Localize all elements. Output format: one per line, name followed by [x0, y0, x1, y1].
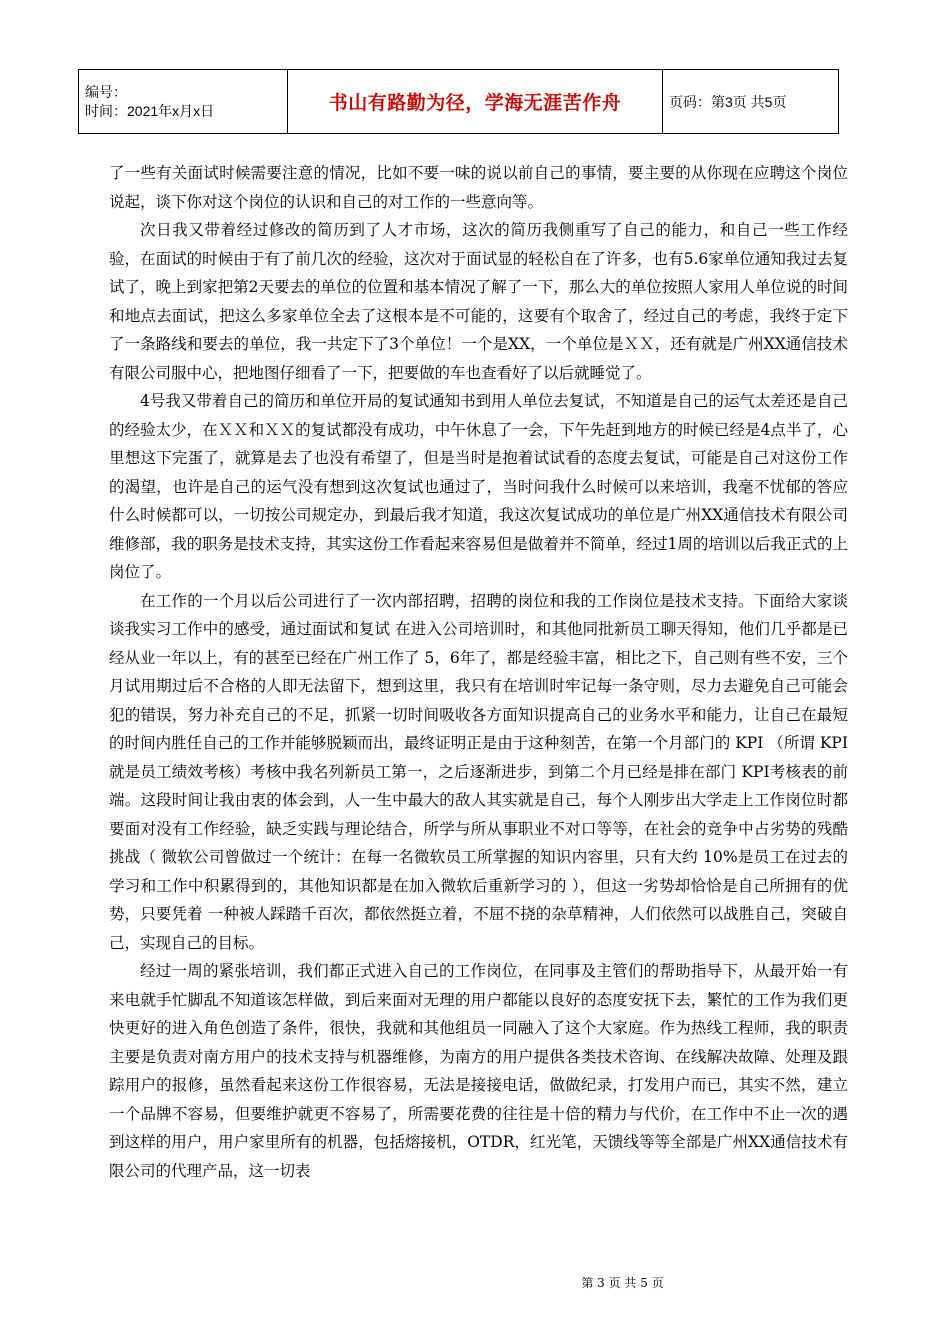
page-footer [0, 1274, 950, 1291]
document-number-label: 编号： [85, 83, 127, 100]
paragraph: 经过一周的紧张培训，我们都正式进入自己的工作岗位，在同事及主管们的帮助指导下，从最开始一有来电就手忙脚乱不知道该怎样做，到后来面对无理的用户都能以良好的态度安抚下去，繁忙的工作为我们更快更好的进入角色创造了条件，很快，我就和其他组员一同融入了这个大家庭。作为热线工程师，我的职责主要是负责对南方用户的技术支持与机器维修，为南方的用户提供各类技术咨询、在线解决故障、处理及跟踪用户的报修，虽然看起来这份工作很容易，无法是接接电话，做做纪录，打发用户而已，其实不然，建立一个品牌不容易，但要维护就更不容易了，所需要花费的往往是十倍的精力与代价，在工作中不止一次的遇到这样的用户，用户家里所有的机器，包括熔接机，OTDR，红光笔，天馈线等等全部是广州XX通信技术有限公司的代理产品，这一切表 [109, 962, 848, 1180]
paragraph: 了一些有关面试时候需要注意的情况，比如不要一味的说以前自己的事情，要主要的从你现在应聘这个岗位说起，谈下你对这个岗位的认识和自己的对工作的一些意向等。 [109, 164, 848, 211]
footer-page-number: 第 3 页 共 5 页 [581, 1276, 664, 1290]
body-text [109, 159, 848, 1185]
paragraph: 次日我又带着经过修改的简历到了人才市场，这次的简历我侧重写了自己的能力，和自己一些工作经验，在面试的时候由于有了前几次的经验，这次对于面试显的轻松自在了许多，也有5.6家单位通知我过去复试了，晚上到家把第2天要去的单位的位置和基本情况了解了一下，那么大的单位按照人家用人单位说的时间和地点去面试，把这么多家单位全去了这根本是不可能的，这要有个取舍了，经过自己的考虑，我终于定下了一条路线和要去的单位，我一共定下了3个单位！一个是XX，一个单位是ＸＸ，还有就是广州XX通信技术有限公司服中心，把地图仔细看了一下，把要做的车也查看好了以后就睡觉了。 [109, 221, 848, 382]
header-table [78, 69, 839, 134]
paragraph: 在工作的一个月以后公司进行了一次内部招聘，招聘的岗位和我的工作岗位是技术支持。下面给大家谈谈我实习工作中的感受，通过面试和复试 在进入公司培训时，和其他同批新员工聊天得知，他们几乎都是已经从业一年以上，有的甚至已经在广州工作了 5，6年了，都是经验丰富，相比之下，自己则有些不安，三个月试用期过后不合格的人即无法留下，想到这里，我只有在培训时牢记每一条守则，尽力去避免自己可能会犯的错误，努力补充自己的不足，抓紧一切时间吸收各方面知识提高自己的业务水平和能力，让自己在最短的时间内胜任自己的工作并能够脱颖而出，最终证明正是由于这种刻苦，在第一个月部门的 KPI （所谓 KPI就是员工绩效考核）考核中我名列新员工第一，之后逐渐进步，到第二个月已经是排在部门 KPI考核表的前端。这段时间让我由衷的体会到，人一生中最大的敌人其实就是自己，每个人刚步出大学走上工作岗位时都要面对没有工作经验，缺乏实践与理论结合，所学与所从事职业不对口等等，在社会的竞争中占劣势的残酷挑战（ 微软公司曾做过一个统计：在每一名微软员工所掌握的知识内容里，只有大约 10%是员工在过去的学习和工作中积累得到的，其他知识都是在加入微软后重新学习的 ），但这一劣势却恰恰是自己所拥有的优势，只要凭着 一种被人踩踏千百次，都依然挺立着，不屈不挠的杂草精神，人们依然可以战胜自己，突破自己，实现自己的目标。 [109, 591, 848, 952]
header-motto: 书山有路勤为径，学海无涯苦作舟 [288, 70, 663, 134]
header-left-cell [79, 70, 288, 134]
paragraph: 4号我又带着自己的简历和单位开局的复试通知书到用人单位去复试，不知道是自己的运气太差还是自己的经验太少，在ＸＸ和ＸＸ的复试都没有成功，中午休息了一会，下午先赶到地方的时候已经是4点半了，心里想这下完蛋了，就算是去了也没有希望了，但是当时是抱着试试看的态度去复试，可能是自己对这份工作的渴望，也许是自己的运气没有想到这次复试也通过了，当时问我什么时候可以来培训，我毫不忧郁的答应什么时候都可以，一切按公司规定办，到最后我才知道，我这次复试成功的单位是广州XX通信技术有限公司维修部，我的职务是技术支持，其实这份工作看起来容易但是做着并不简单，经过1周的培训以后我正式的上岗位了。 [109, 392, 848, 581]
header-page-label: 页码：第3页 共5页 [663, 70, 839, 134]
document-date-label: 时间：2021年x月x日 [85, 102, 215, 119]
